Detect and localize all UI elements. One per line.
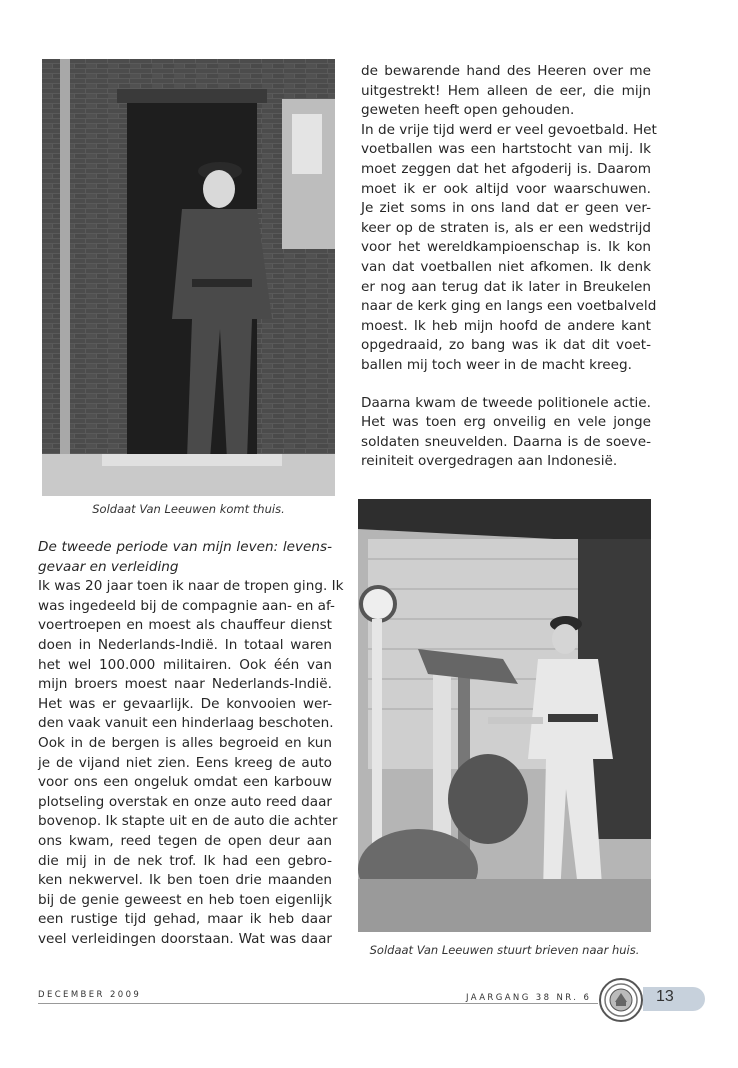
body-line: Het was toen erg onveilig en vele jonge [361,414,651,431]
section-heading-line: gevaar en verleiding [38,558,179,575]
page-number: 13 [656,988,674,1005]
body-line: den vaak vanuit een hinderlaag beschoten. [38,715,334,732]
body-line: van dat voetballen niet afkomen. Ik denk [361,258,651,275]
body-line: er nog aan terug dat ik later in Breukelen [361,278,651,295]
section-heading-line: De tweede periode van mijn leven: levens- [38,539,332,555]
body-line: Ik was 20 jaar toen ik naar de tropen ging. Ik [38,578,344,595]
body-line: geweten heeft open gehouden. [361,102,575,119]
photo-soldier-letters-image [358,499,651,932]
body-line: In de vrije tijd werd er veel gevoetbald. Het [361,121,657,138]
journal-seal-icon [598,977,644,1023]
paragraph-gap [361,376,651,394]
body-line: Ook in de bergen is alles begroeid en kun [38,734,332,751]
footer-issue: JAARGANG 38 NR. 6 [466,993,592,1003]
body-line: moet zeggen dat het afgoderij is. Daarom [361,160,651,177]
body-line: Daarna kwam de tweede politionele actie. [361,394,651,411]
footer-date: DECEMBER 2009 [38,990,142,1000]
body-line: plotseling overstak en onze auto reed daar [38,793,332,810]
body-line: keer op de straten is, als er een wedstrijd [361,219,651,236]
body-line: ons kwam, reed tegen de open deur aan [38,832,332,849]
body-line: ballen mij toch weer in de macht kreeg. [361,356,632,373]
photo-soldier-at-home [42,59,335,496]
body-line: moest. Ik heb mijn hoofd de andere kant [361,317,651,334]
page-number-badge [643,987,705,1011]
body-line: bij de genie geweest en heb toen eigenlijk [38,891,332,908]
body-line: voor ons een ongeluk omdat een karbouw [38,774,332,791]
photo2-caption: Soldaat Van Leeuwen stuurt brieven naar huis. [369,943,640,957]
body-line: voor het wereldkampioenschap is. Ik kon [361,239,651,256]
body-line: mijn broers moest naar Nederlands-Indië. [38,676,332,693]
body-line: doen in Nederlands-Indië. In totaal waren [38,636,332,653]
body-line: was ingedeeld bij de compagnie aan- en af- [38,597,335,614]
photo-soldier-letters [358,499,651,932]
footer-rule [38,1003,598,1004]
body-line: ken nekwervel. Ik ben toen drie maanden [38,872,332,889]
body-line: naar de kerk ging en langs een voetbalveld [361,298,657,315]
body-line: moet ik er ook altijd voor waarschuwen. [361,180,651,197]
body-line: voetballen was een hartstocht van mij. Ik [361,141,651,158]
body-line: die mij in de nek trof. Ik had een gebro- [38,852,332,869]
body-line: Het was er gevaarlijk. De konvooien wer- [38,695,332,712]
body-line: bovenop. Ik stapte uit en de auto die achter [38,813,338,830]
body-line: je de vijand niet zien. Eens kreeg de auto [38,754,332,771]
body-line: soldaten sneuvelden. Daarna is de soeve- [361,433,651,450]
body-line: de bewarende hand des Heeren over me [361,63,651,79]
body-line: een rustige tijd gehad, maar ik heb daar [38,911,332,928]
body-line: veel verleidingen doorstaan. Wat was daar [38,930,332,947]
body-line: Je ziet soms in ons land dat er geen ver- [361,200,651,217]
left-column [38,538,344,949]
right-column [361,62,657,472]
body-line: voertroepen en moest als chauffeur dienst [38,617,332,634]
body-line: het wel 100.000 militairen. Ook één van [38,656,332,673]
body-line: reiniteit overgedragen aan Indonesië. [361,453,618,470]
photo-soldier-at-home-image [42,59,335,496]
body-line: uitgestrekt! Hem alleen de eer, die mijn [361,82,651,99]
photo1-caption: Soldaat Van Leeuwen komt thuis. [92,502,285,516]
body-line: opgedraaid, zo bang was ik dat dit voet- [361,337,651,354]
